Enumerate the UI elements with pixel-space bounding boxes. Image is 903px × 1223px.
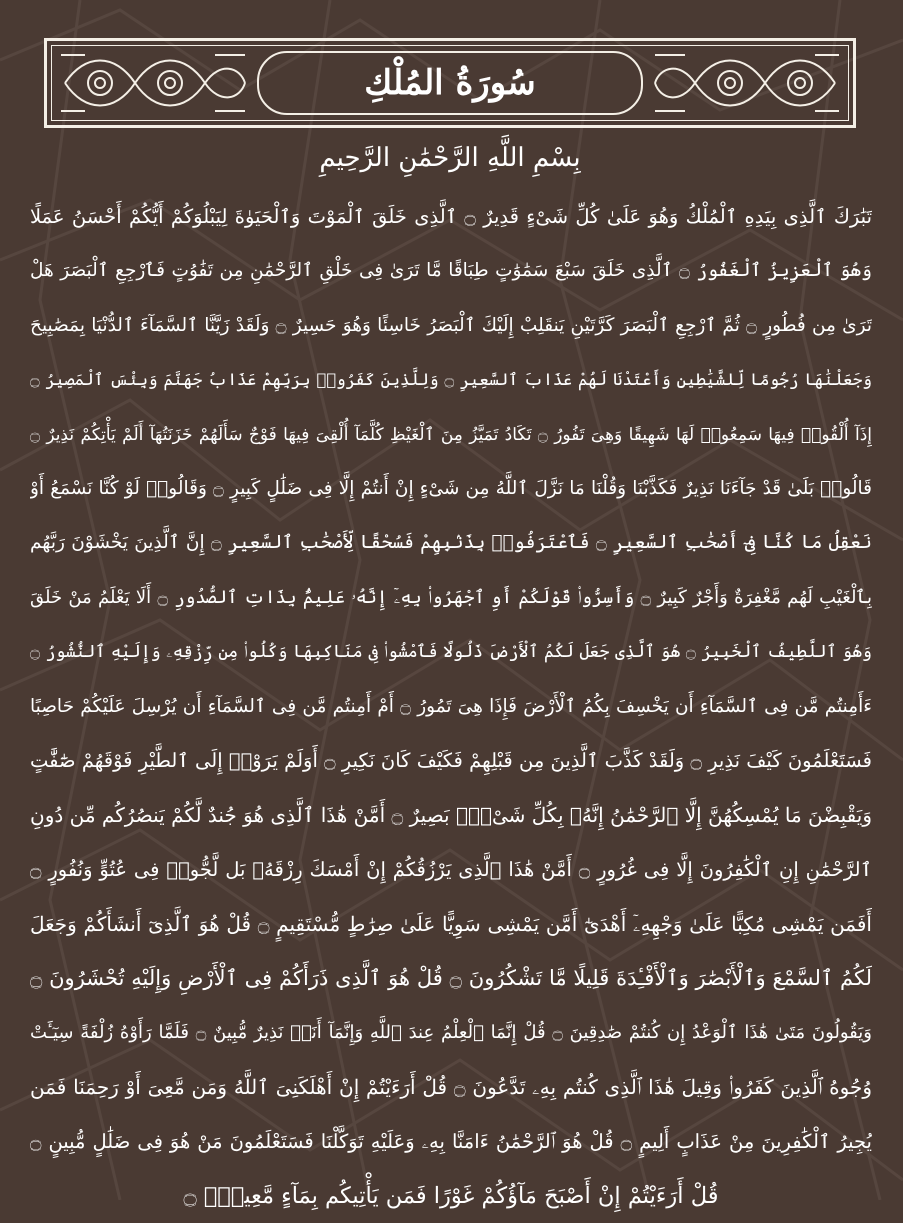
- surah-title: سُورَةُ المُلْكِ: [364, 63, 536, 103]
- verse-line: بِٱلْغَيْبِ لَهُم مَّغْفِرَةٌ وَأَجْرٌ كَبِيرٌ ۝ وَأَسِرُّوا۟ قَوْلَكُمْ أَوِ ٱجْهَرُوا۟ بِهِۦٓ إِنَّهُۥ عَلِيمٌۢ بِذَاتِ ٱلصُّدُورِ ۝ أَلَا يَعْلَمُ مَنْ خَلَقَ: [30, 586, 872, 608]
- title-cartouche: [257, 51, 643, 115]
- verse-line: قُلْ أَرَءَيْتُمْ إِنْ أَصْبَحَ مَآؤُكُمْ غَوْرًا فَمَن يَأْتِيكُم بِمَآءٍ مَّعِينٍۭ ۝: [183, 1183, 719, 1210]
- right-arabesque-ornament: [649, 47, 845, 119]
- verse-line: ءَأَمِنتُم مَّن فِى ٱلسَّمَآءِ أَن يَخْسِفَ بِكُمُ ٱلْأَرْضَ فَإِذَا هِىَ تَمُورُ ۝ أَمْ أَمِنتُم مَّن فِى ٱلسَّمَآءِ أَن يُرْسِلَ عَلَيْكُمْ حَاصِبًا: [30, 695, 872, 717]
- verse-line: وَهُوَ ٱلْعَزِيزُ ٱلْغَفُورُ ۝ ٱلَّذِى خَلَقَ سَبْعَ سَمَٰوَٰتٍ طِبَاقًا مَّا تَرَىٰ فِى خَلْقِ ٱلرَّحْمَٰنِ مِن تَفَٰوُتٍ فَٱرْجِعِ ٱلْبَصَرَ هَلْ: [30, 260, 872, 282]
- basmala: بِسْمِ اللَّهِ الرَّحْمَٰنِ الرَّحِيمِ: [319, 143, 581, 173]
- verse-line: وَيَقُولُونَ مَتَىٰ هَٰذَا ٱلْوَعْدُ إِن كُنتُمْ صَٰدِقِينَ ۝ قُلْ إِنَّمَا ٱلْعِلْمُ عِندَ ٱللَّهِ وَإِنَّمَآ أَنَا۠ نَذِيرٌ مُّبِينٌ ۝ فَلَمَّا رَأَوْهُ زُلْفَةً سِيٓـَٔتْ: [30, 1021, 872, 1043]
- verse-line: وُجُوهُ ٱلَّذِينَ كَفَرُوا۟ وَقِيلَ هَٰذَا ٱلَّذِى كُنتُم بِهِۦ تَدَّعُونَ ۝ قُلْ أَرَءَيْتُمْ إِنْ أَهْلَكَنِىَ ٱللَّهُ وَمَن مَّعِىَ أَوْ رَحِمَنَا فَمَن: [30, 1075, 872, 1100]
- verse-line: لَكُمُ ٱلسَّمْعَ وَٱلْأَبْصَٰرَ وَٱلْأَفْـِٔدَةَ قَلِيلًا مَّا تَشْكُرُونَ ۝ قُلْ هُوَ ٱلَّذِى ذَرَأَكُمْ فِى ٱلْأَرْضِ وَإِلَيْهِ تُحْشَرُونَ ۝: [30, 966, 872, 991]
- verse-line: فَسَتَعْلَمُونَ كَيْفَ نَذِيرِ ۝ وَلَقَدْ كَذَّبَ ٱلَّذِينَ مِن قَبْلِهِمْ فَكَيْفَ كَانَ نَكِيرِ ۝ أَوَلَمْ يَرَوْا۟ إِلَى ٱلطَّيْرِ فَوْقَهُمْ صَٰٓفَّٰتٍ: [30, 748, 872, 772]
- verse-line: وَيَقْبِضْنَ مَا يُمْسِكُهُنَّ إِلَّا ٱلرَّحْمَٰنُ إِنَّهُۥ بِكُلِّ شَىْءٍۭ بَصِيرٌ ۝ أَمَّنْ هَٰذَا ٱلَّذِى هُوَ جُندٌ لَّكُمْ يَنصُرُكُم مِّن دُونِ: [30, 803, 872, 828]
- verse-line: وَجَعَلْنَٰهَا رُجُومًا لِّلشَّيَٰطِينِ وَأَعْتَدْنَا لَهُمْ عَذَابَ ٱلسَّعِيرِ ۝ وَلِلَّذِينَ كَفَرُوا۟ بِرَبِّهِمْ عَذَابُ جَهَنَّمَ وَبِئْسَ ٱلْمَصِيرُ ۝: [30, 370, 872, 390]
- verse-line: قَالُوا۟ بَلَىٰ قَدْ جَآءَنَا نَذِيرٌ فَكَذَّبْنَا وَقُلْنَا مَا نَزَّلَ ٱللَّهُ مِن شَىْءٍ إِنْ أَنتُمْ إِلَّا فِى ضَلَٰلٍ كَبِيرٍ ۝ وَقَالُوا۟ لَوْ كُنَّا نَسْمَعُ أَوْ: [30, 477, 872, 499]
- verse-line: وَهُوَ ٱللَّطِيفُ ٱلْخَبِيرُ ۝ هُوَ ٱلَّذِى جَعَلَ لَكُمُ ٱلْأَرْضَ ذَلُولًا فَٱمْشُوا۟ فِى مَنَاكِبِهَا وَكُلُوا۟ مِن رِّزْقِهِۦ وَإِلَيْهِ ٱلنُّشُورُ ۝: [30, 642, 872, 663]
- verse-line: أَفَمَن يَمْشِى مُكِبًّا عَلَىٰ وَجْهِهِۦٓ أَهْدَىٰٓ أَمَّن يَمْشِى سَوِيًّا عَلَىٰ صِرَٰطٍ مُّسْتَقِيمٍ ۝ قُلْ هُوَ ٱلَّذِىٓ أَنشَأَكُمْ وَجَعَلَ: [30, 912, 872, 937]
- verse-line: يُجِيرُ ٱلْكَٰفِرِينَ مِنْ عَذَابٍ أَلِيمٍ ۝ قُلْ هُوَ ٱلرَّحْمَٰنُ ءَامَنَّا بِهِۦ وَعَلَيْهِ تَوَكَّلْنَا فَسَتَعْلَمُونَ مَنْ هُوَ فِى ضَلَٰلٍ مُّبِينٍ ۝: [30, 1129, 872, 1153]
- verse-line: إِذَآ أُلْقُوا۟ فِيهَا سَمِعُوا۟ لَهَا شَهِيقًا وَهِىَ تَفُورُ ۝ تَكَادُ تَمَيَّزُ مِنَ ٱلْغَيْظِ كُلَّمَآ أُلْقِىَ فِيهَا فَوْجٌ سَأَلَهُمْ خَزَنَتُهَآ أَلَمْ يَأْتِكُمْ نَذِيرٌ ۝: [30, 424, 872, 445]
- verse-line: تَبَٰرَكَ ٱلَّذِى بِيَدِهِ ٱلْمُلْكُ وَهُوَ عَلَىٰ كُلِّ شَىْءٍ قَدِيرٌ ۝ ٱلَّذِى خَلَقَ ٱلْمَوْتَ وَٱلْحَيَوٰةَ لِيَبْلُوَكُمْ أَيُّكُمْ أَحْسَنُ عَمَلًا: [30, 205, 872, 228]
- title-frame: [44, 38, 856, 128]
- left-arabesque-ornament: [55, 47, 251, 119]
- verse-text-block: [30, 190, 872, 1223]
- verse-line: ٱلرَّحْمَٰنِ إِنِ ٱلْكَٰفِرُونَ إِلَّا فِى غُرُورٍ ۝ أَمَّنْ هَٰذَا ٱلَّذِى يَرْزُقُكُمْ إِنْ أَمْسَكَ رِزْقَهُۥ بَل لَّجُّوا۟ فِى عُتُوٍّ وَنُفُورٍ ۝: [30, 857, 872, 881]
- verse-line: تَرَىٰ مِن فُطُورٍ ۝ ثُمَّ ٱرْجِعِ ٱلْبَصَرَ كَرَّتَيْنِ يَنقَلِبْ إِلَيْكَ ٱلْبَصَرُ خَاسِئًا وَهُوَ حَسِيرٌ ۝ وَلَقَدْ زَيَّنَّا ٱلسَّمَآءَ ٱلدُّنْيَا بِمَصَٰبِيحَ: [30, 314, 872, 336]
- verse-line: نَعْقِلُ مَا كُنَّا فِىٓ أَصْحَٰبِ ٱلسَّعِيرِ ۝ فَٱعْتَرَفُوا۟ بِذَنۢبِهِمْ فَسُحْقًا لِّأَصْحَٰبِ ٱلسَّعِيرِ ۝ إِنَّ ٱلَّذِينَ يَخْشَوْنَ رَبَّهُم: [30, 532, 872, 554]
